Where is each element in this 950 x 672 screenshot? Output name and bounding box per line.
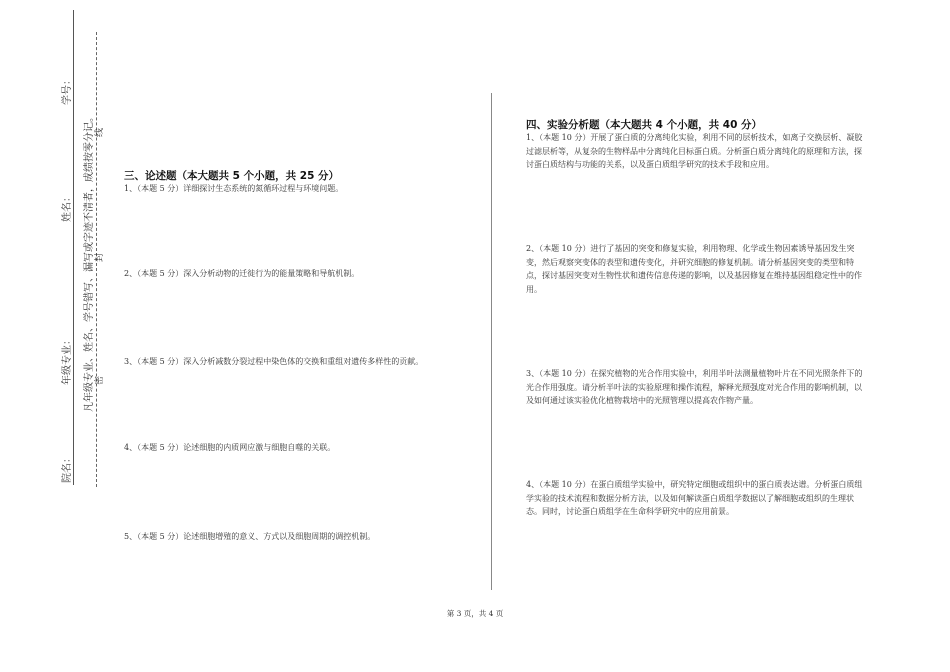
section3-question-5: 5、（本题 5 分）论述细胞增殖的意义、方式以及细胞周期的调控机制。 (124, 532, 376, 541)
grade-major-label: 年级专业： (62, 335, 73, 385)
seal-char-mi: 密 (95, 375, 105, 385)
school-label: 院名： (62, 453, 73, 483)
section4-question-2: 2、（本题 10 分）进行了基因的突变和修复实验，利用物理、化学或生物因素诱导基因发生突变，然后观察突变体的表型和遗传变化，并研究细胞的修复机制。请分析基因突变的类型和特点，探讨基因突变对生物性状和遗传信息传递的影响，以及基因修复在维持基因组稳定性中的作用。 (526, 244, 862, 294)
section4-question-3: 3、（本题 10 分）在探究植物的光合作用实验中，利用半叶法测量植物叶片在不同光照条件下的光合作用强度。请分析半叶法的实验原理和操作流程，解释光照强度对光合作用的影响机制，以及如何通过该实验优化植物栽培中的光照管理以提高农作物产量。 (526, 369, 863, 405)
section4-question-1: 1、（本题 10 分）开展了蛋白质的分离纯化实验，利用不同的层析技术，如离子交换层析、凝胶过滤层析等，从复杂的生物样品中分离纯化目标蛋白质。分析蛋白质分离纯化的原理和方法，探讨蛋白质结构与功能的关系，以及蛋白质组学研究的技术手段和应用。 (526, 133, 863, 169)
binding-notice: 凡年级专业、姓名、学号错写、漏写或字迹不清者，成绩按零分记。 (84, 112, 95, 412)
seal-char-xian: 线 (95, 127, 105, 137)
section4-title: 四、实验分析题（本大题共 4 个小题，共 40 分） (526, 119, 763, 131)
section4-question-4: 4、（本题 10 分）在蛋白质组学实验中，研究特定细胞或组织中的蛋白质表达谱。分析蛋白质组学实验的技术流程和数据分析方法，以及如何解读蛋白质组学数据以了解细胞或组织的生理状态。同时，讨论蛋白质组学在生命科学研究中的应用前景。 (526, 480, 863, 516)
column-divider (491, 93, 492, 590)
section3-question-3: 3、（本题 5 分）深入分析减数分裂过程中染色体的交换和重组对遗传多样性的贡献。 (124, 357, 424, 366)
section3-question-4: 4、（本题 5 分）论述细胞的内质网应激与细胞自噬的关联。 (124, 443, 336, 452)
seal-char-feng: 封 (95, 252, 105, 262)
section3-question-2: 2、（本题 5 分）深入分析动物的迁徙行为的能量策略和导航机制。 (124, 269, 360, 278)
section3-question-1: 1、（本题 5 分）详细探讨生态系统的氮循环过程与环境问题。 (124, 184, 344, 193)
page-footer: 第 3 页，共 4 页 (446, 609, 504, 618)
student-id-label: 学号： (62, 75, 73, 105)
binding-strip (0, 0, 120, 672)
section3-title: 三、论述题（本大题共 5 个小题，共 25 分） (124, 170, 340, 182)
binding-solid-line (73, 10, 74, 485)
name-label: 姓名： (62, 192, 73, 222)
